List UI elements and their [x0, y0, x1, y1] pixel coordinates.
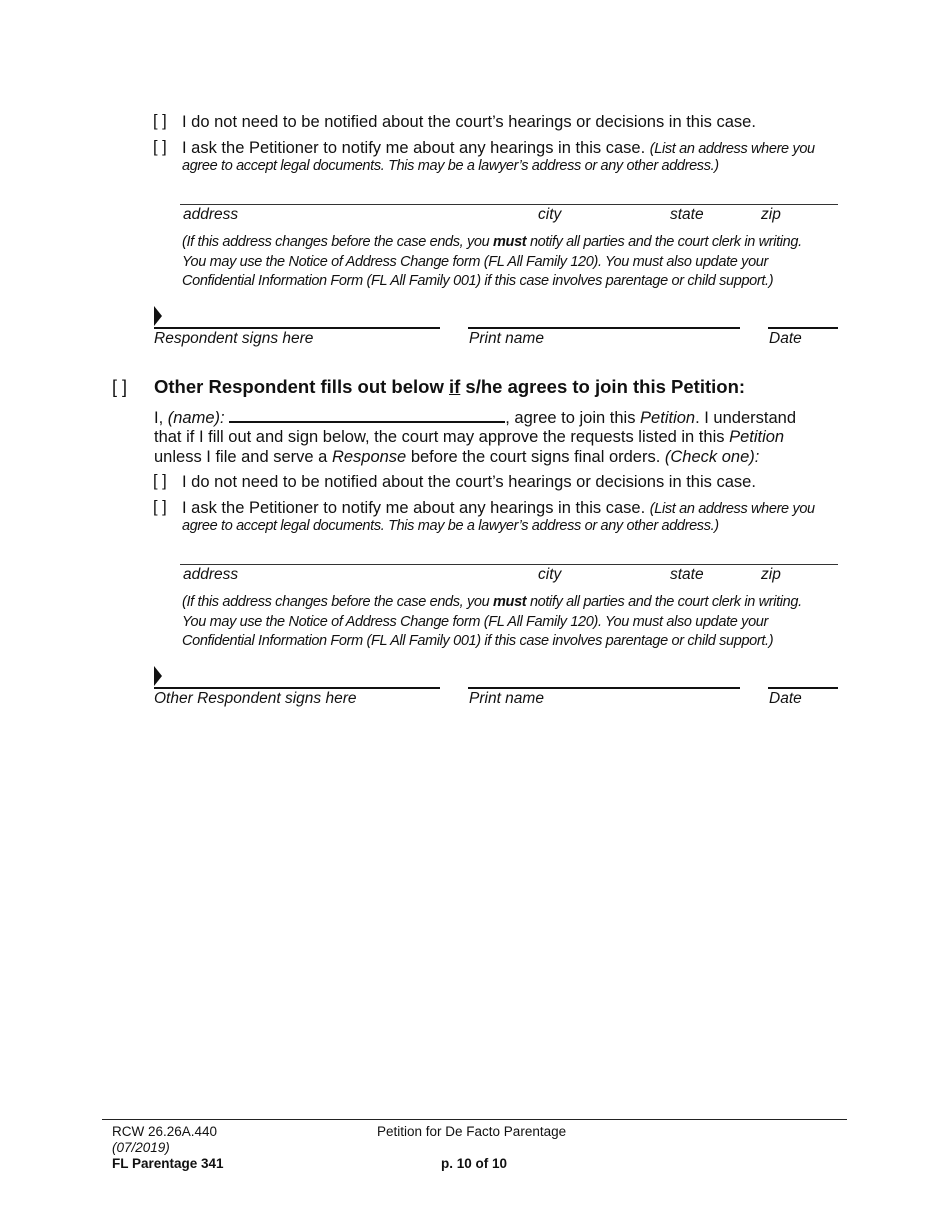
respondent-date-line[interactable]: [768, 327, 838, 329]
intro-check-one: (Check one):: [664, 448, 760, 466]
address-label: address: [183, 206, 239, 223]
intro-line2-text: that if I fill out and sign below, the court may approve the requests listed in this: [154, 428, 730, 446]
other-print-name-line[interactable]: [468, 687, 740, 689]
address-note-pre: (If this address changes before the case ends, you: [182, 234, 494, 250]
other-date-label: Date: [769, 690, 802, 707]
intro-line2: [154, 427, 784, 447]
footer-rule: [102, 1119, 847, 1120]
other-notify-note-line1: (List an address where you: [649, 501, 815, 517]
date-label: Date: [769, 330, 802, 347]
no-notice-text: I do not need to be notified about the court’s hearings or decisions in this case.: [182, 113, 756, 131]
intro-i: I,: [154, 409, 168, 427]
address-note-line3: Confidential Information Form (FL All Family 001) if this case involves parentage or child support.): [182, 273, 774, 289]
intro-line2-petition: Petition: [729, 428, 785, 446]
name-label: (name):: [167, 409, 225, 427]
other-notify-note-line2: agree to accept legal documents. This may be a lawyer’s address or any other address.): [182, 518, 719, 534]
notify-main-text: I ask the Petitioner to notify me about any hearings in this case.: [182, 139, 646, 157]
notify-note-line2: agree to accept legal documents. This may be a lawyer’s address or any other address.): [182, 158, 719, 174]
other-notify-main-text: I ask the Petitioner to notify me about any hearings in this case.: [182, 499, 646, 517]
other-notify-checkbox[interactable]: [ ]: [153, 498, 167, 516]
other-respondent-signature-line[interactable]: [154, 687, 440, 689]
intro-line3-mid: before the court signs final orders.: [406, 448, 665, 466]
address-line[interactable]: [180, 204, 838, 205]
other-respondent-checkbox[interactable]: [ ]: [112, 377, 128, 397]
other-zip-label: zip: [761, 566, 781, 583]
address-note-line1: [182, 233, 802, 253]
intro-response: Response: [331, 448, 407, 466]
other-address-label: address: [183, 566, 239, 583]
no-notice-checkbox[interactable]: [ ]: [153, 112, 167, 130]
state-label: state: [670, 206, 704, 223]
intro-line3-text: unless I file and serve a: [154, 448, 332, 466]
footer-page-number: p. 10 of 10: [441, 1156, 508, 1171]
footer-revision: (07/2019): [112, 1140, 170, 1155]
address-note-line2: You may use the Notice of Address Change form (FL All Family 120). You must also update your: [182, 254, 768, 270]
other-address-note-line1: [182, 593, 802, 613]
heading-pre: Other Respondent fills out below: [154, 376, 449, 397]
address-note-post: notify all parties and the court clerk in writing.: [526, 234, 802, 250]
other-print-name-label: Print name: [469, 690, 544, 707]
intro-line3: [154, 447, 759, 467]
other-date-line[interactable]: [768, 687, 838, 689]
sign-here-arrow-icon: [154, 306, 162, 326]
heading-if: if: [448, 376, 461, 397]
name-field[interactable]: [229, 407, 505, 423]
other-no-notice-text: I do not need to be notified about the court’s hearings or decisions in this case.: [182, 473, 756, 491]
other-address-note-post: notify all parties and the court clerk in writing.: [526, 594, 802, 610]
other-state-label: state: [670, 566, 704, 583]
footer-title: Petition for De Facto Parentage: [377, 1124, 567, 1139]
zip-label: zip: [761, 206, 781, 223]
other-address-note-line3: Confidential Information Form (FL All Family 001) if this case involves parentage or child support.): [182, 633, 774, 649]
respondent-signs-label: Respondent signs here: [154, 330, 314, 347]
other-no-notice-checkbox[interactable]: [ ]: [153, 472, 167, 490]
footer-form-id: FL Parentage 341: [112, 1156, 224, 1171]
intro-agree: , agree to join this: [505, 409, 641, 427]
other-sign-here-arrow-icon: [154, 666, 162, 686]
other-address-line[interactable]: [180, 564, 838, 565]
address-note-must: must: [493, 234, 527, 250]
intro-understand: . I understand: [695, 409, 796, 427]
intro-line1: [154, 407, 796, 428]
heading-post: s/he agrees to join this Petition:: [460, 376, 746, 397]
other-address-note-line2: You may use the Notice of Address Change form (FL All Family 120). You must also update your: [182, 614, 768, 630]
other-city-label: city: [538, 566, 562, 583]
other-address-note-pre: (If this address changes before the case ends, you: [182, 594, 494, 610]
other-address-note-must: must: [493, 594, 527, 610]
footer-rcw: RCW 26.26A.440: [112, 1124, 218, 1139]
intro-petition: Petition: [640, 409, 696, 427]
respondent-print-name-line[interactable]: [468, 327, 740, 329]
city-label: city: [538, 206, 562, 223]
respondent-signature-line[interactable]: [154, 327, 440, 329]
other-respondent-signs-label: Other Respondent signs here: [154, 690, 357, 707]
other-respondent-heading: [154, 376, 745, 398]
notify-checkbox[interactable]: [ ]: [153, 138, 167, 156]
print-name-label: Print name: [469, 330, 544, 347]
notify-note-line1: (List an address where you: [649, 141, 815, 157]
